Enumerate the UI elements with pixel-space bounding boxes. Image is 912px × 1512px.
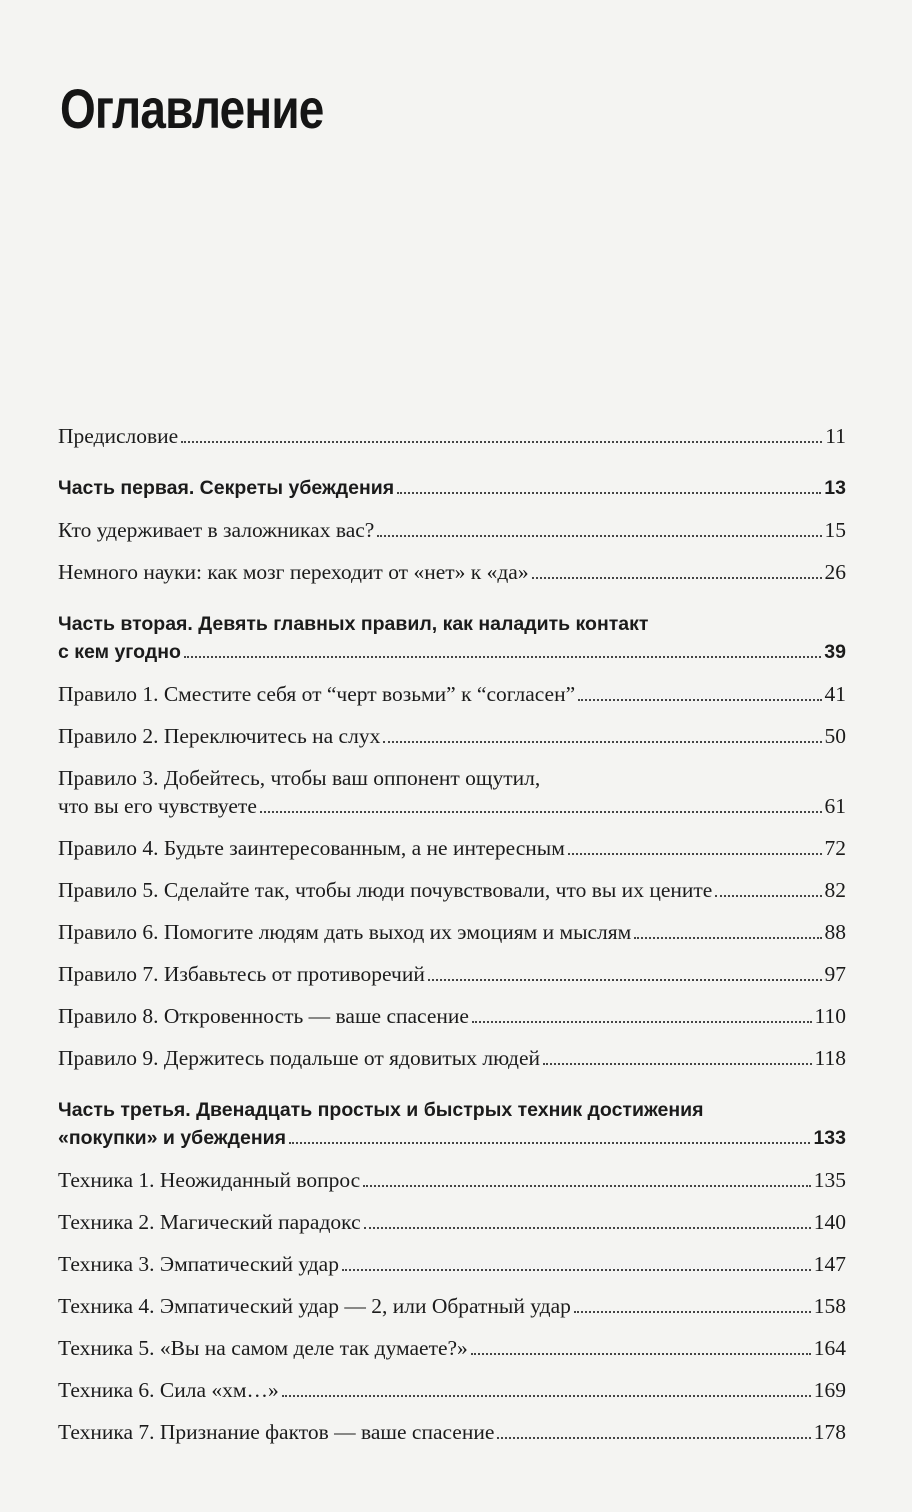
dot-leader: [532, 577, 822, 579]
toc-entry-title-line1: Часть вторая. Девять главных правил, как наладить контакт: [58, 613, 649, 635]
toc-page-number: 39: [824, 641, 846, 663]
toc-entry-foreword: [58, 422, 846, 450]
toc-entry-title: Техника 7. Признание фактов — ваше спасение: [58, 1420, 495, 1444]
toc-entry-title: Правило 7. Избавьтесь от противоречий: [58, 962, 425, 986]
toc-entry-title: Техника 5. «Вы на самом деле так думаете?»: [58, 1336, 468, 1360]
toc-entry: [58, 1376, 846, 1404]
toc-entry-title: Правило 5. Сделайте так, чтобы люди почувствовали, что вы их цените: [58, 878, 713, 902]
dot-leader: [568, 853, 822, 855]
toc-entry: [58, 722, 846, 750]
toc-entry: [58, 1292, 846, 1320]
toc-entry-title: Предисловие: [58, 424, 179, 448]
toc-entry: [58, 960, 846, 988]
dot-leader: [497, 1437, 810, 1439]
dot-leader: [715, 895, 821, 897]
dot-leader: [578, 699, 821, 701]
toc-part-heading: [58, 474, 846, 502]
toc-entry-title-line1: Часть третья. Двенадцать простых и быстрых техник достижения: [58, 1099, 704, 1121]
toc-entry-title: Техника 2. Магический парадокс: [58, 1210, 361, 1234]
dot-leader: [364, 1227, 811, 1229]
toc-entry-title: Кто удерживает в заложниках вас?: [58, 518, 375, 542]
toc-part-heading: [58, 1096, 846, 1152]
toc-entry-title: Немного науки: как мозг переходит от «нет» к «да»: [58, 560, 529, 584]
toc-entry-title: Часть первая. Секреты убеждения: [58, 477, 395, 499]
dot-leader: [634, 937, 821, 939]
dot-leader: [181, 441, 822, 443]
toc-page-number: 72: [824, 836, 846, 860]
toc-entry: [58, 1002, 846, 1030]
toc-page-number: 147: [813, 1252, 846, 1276]
dot-leader: [471, 1353, 811, 1355]
toc-page-number: 50: [824, 724, 846, 748]
toc-entry: [58, 764, 846, 820]
toc-page-number: 140: [813, 1210, 846, 1234]
page-title: Оглавление: [60, 77, 324, 140]
toc-entry-title: Техника 6. Сила «хм…»: [58, 1378, 279, 1402]
toc-entry: [58, 680, 846, 708]
toc-page-number: 178: [813, 1420, 846, 1444]
toc-page-number: 13: [824, 477, 846, 499]
toc-entry: [58, 1334, 846, 1362]
dot-leader: [342, 1269, 811, 1271]
toc-entry-title: Правило 4. Будьте заинтересованным, а не интересным: [58, 836, 565, 860]
toc-entry: [58, 1044, 846, 1072]
toc-entry-title: Техника 4. Эмпатический удар — 2, или Обратный удар: [58, 1294, 571, 1318]
toc-entry: [58, 834, 846, 862]
toc-page-number: 110: [814, 1004, 846, 1028]
toc-entry-title: с кем угодно: [58, 641, 181, 663]
toc-page-number: 41: [824, 682, 846, 706]
toc-entry-title: Правило 6. Помогите людям дать выход их эмоциям и мыслям: [58, 920, 632, 944]
toc-page-number: 61: [824, 794, 846, 818]
dot-leader: [543, 1063, 811, 1065]
toc-entry-title: Правило 2. Переключитесь на слух: [58, 724, 381, 748]
toc-entry: [58, 1208, 846, 1236]
toc-page-number: 11: [825, 424, 846, 448]
toc-entry-title: что вы его чувствуете: [58, 794, 257, 818]
toc-entry: [58, 876, 846, 904]
toc-entry-title: Техника 3. Эмпатический удар: [58, 1252, 339, 1276]
dot-leader: [282, 1395, 811, 1397]
toc-page-number: 88: [824, 920, 846, 944]
toc-entry: [58, 918, 846, 946]
toc-entry-title: Техника 1. Неожиданный вопрос: [58, 1168, 361, 1192]
dot-leader: [574, 1311, 811, 1313]
toc-entry-title: Правило 1. Сместите себя от “черт возьми” к “согласен”: [58, 682, 576, 706]
dot-leader: [428, 979, 822, 981]
toc-page-number: 118: [814, 1046, 846, 1070]
toc-entry-title: Правило 9. Держитесь подальше от ядовитых людей: [58, 1046, 541, 1070]
toc-entry: [58, 1418, 846, 1446]
toc-page-number: 97: [824, 962, 846, 986]
dot-leader: [383, 741, 821, 743]
dot-leader: [363, 1185, 811, 1187]
toc-part-heading: [58, 610, 846, 666]
toc-page-number: 133: [813, 1127, 846, 1149]
dot-leader: [472, 1021, 812, 1023]
toc-page-number: 82: [824, 878, 846, 902]
toc-page-number: 164: [813, 1336, 846, 1360]
toc-page-number: 26: [824, 560, 846, 584]
dot-leader: [397, 492, 821, 494]
toc-entry-title-line1: Правило 3. Добейтесь, чтобы ваш оппонент ощутил,: [58, 766, 541, 790]
toc-entry: [58, 1166, 846, 1194]
toc-page-number: 158: [813, 1294, 846, 1318]
toc-entry: [58, 558, 846, 586]
toc-entry-title: Правило 8. Откровенность — ваше спасение: [58, 1004, 469, 1028]
dot-leader: [184, 656, 821, 658]
toc-entry: [58, 1250, 846, 1278]
table-of-contents: [58, 422, 846, 1446]
toc-page-number: 169: [813, 1378, 846, 1402]
dot-leader: [377, 535, 821, 537]
toc-entry: [58, 516, 846, 544]
dot-leader: [289, 1142, 810, 1144]
toc-entry-title: «покупки» и убеждения: [58, 1127, 287, 1149]
toc-page-number: 135: [813, 1168, 846, 1192]
toc-page-number: 15: [824, 518, 846, 542]
dot-leader: [260, 811, 822, 813]
